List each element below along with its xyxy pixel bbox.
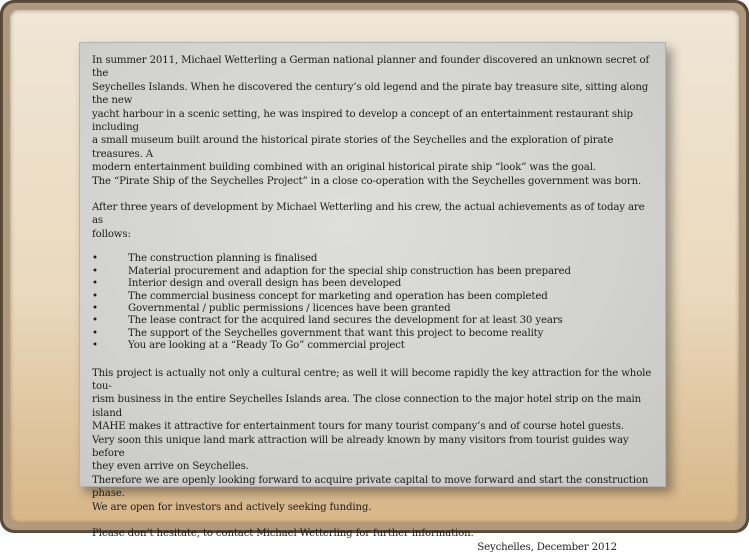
paragraph-spacer — [92, 353, 655, 367]
paragraph-spacer — [92, 188, 655, 201]
intro-paragraph — [92, 54, 655, 188]
text-line: MAHE makes it attractive for entertainment tours for many tourist company’s and of course hotel guests. — [92, 421, 624, 433]
text-line: Very soon this unique land mark attraction will be already known by many visitors from tourist guides way before — [92, 434, 629, 459]
text-line: After three years of development by Michael Wetterling and his crew, the actual achievements as of today are as — [92, 202, 645, 227]
text-line: We are open for investors and actively seeking funding. — [92, 501, 372, 513]
text-line: Therefore we are openly looking forward to acquire private capital to move forward and start the construction phase. — [92, 474, 649, 500]
letter-sheet — [79, 42, 666, 554]
project-paragraph — [92, 367, 655, 514]
text-line: Seychelles Islands. When he discovered the century’s old legend and the pirate bay treasure site, sitting along the new — [92, 81, 649, 107]
closing-line: Please don’t hesitate, to contact Michael Wetterling for further information. — [92, 528, 474, 539]
list-item-text: Material procurement and adaption for the special ship construction has been prepared — [128, 265, 571, 277]
list-item-text: The support of the Seychelles government that want this project to become reality — [128, 327, 544, 339]
list-item-text: Governmental / public permissions / licences have been granted — [128, 302, 451, 314]
achievements-list — [92, 253, 655, 352]
bullet-icon: • — [92, 340, 98, 352]
list-item-text: Interior design and overall design has been developed — [128, 278, 402, 290]
bullet-icon: • — [92, 290, 98, 302]
text-line: yacht harbour in a scenic setting, he was inspired to develop a concept of an entertainment restaurant ship including — [92, 108, 633, 134]
list-item — [92, 340, 655, 352]
bullet-icon: • — [92, 327, 98, 339]
bullet-icon: • — [92, 265, 98, 277]
development-paragraph — [92, 201, 655, 241]
list-item — [92, 253, 655, 265]
paragraph-spacer — [92, 241, 655, 253]
list-item — [92, 315, 655, 327]
list-item — [92, 266, 655, 278]
bullet-icon: • — [92, 253, 98, 265]
list-item — [92, 328, 655, 340]
text-line: The “Pirate Ship of the Seychelles Project” in a close co-operation with the Seychelles government was born. — [92, 175, 642, 187]
text-line: This project is actually not only a cultural centre; as well it will become rapidly the key attraction for the whole tou- — [92, 367, 652, 392]
list-item-text: The lease contract for the acquired land secures the development for at least 30 years — [128, 315, 563, 327]
text-line: rism business in the entire Seychelles Islands area. The close connection to the major hotel strip on the main island — [92, 394, 642, 419]
bullet-icon: • — [92, 302, 98, 314]
list-item-text: The commercial business concept for marketing and operation has been completed — [128, 290, 548, 302]
list-item — [92, 303, 655, 315]
list-item-text: The construction planning is finalised — [128, 253, 318, 265]
list-item — [92, 278, 655, 290]
list-item-text: You are looking at a “Ready To Go” commercial project — [128, 340, 405, 352]
paragraph-spacer — [92, 514, 655, 527]
signature-line: Seychelles, December 2012 — [477, 542, 617, 554]
text-line: they even arrive on Seychelles. — [92, 461, 249, 473]
bullet-icon: • — [92, 278, 98, 290]
list-item — [92, 291, 655, 303]
bullet-icon: • — [92, 315, 98, 327]
text-line: a small museum built around the historical pirate stories of the Seychelles and the exploration of pirate treasures. A — [92, 135, 614, 160]
text-line: modern entertainment building combined with an original historical pirate ship “look” was the goal. — [92, 162, 596, 174]
text-line: follows: — [92, 228, 131, 240]
text-line: In summer 2011, Michael Wetterling a German national planner and founder discovered an unknown secret of the — [92, 55, 650, 80]
